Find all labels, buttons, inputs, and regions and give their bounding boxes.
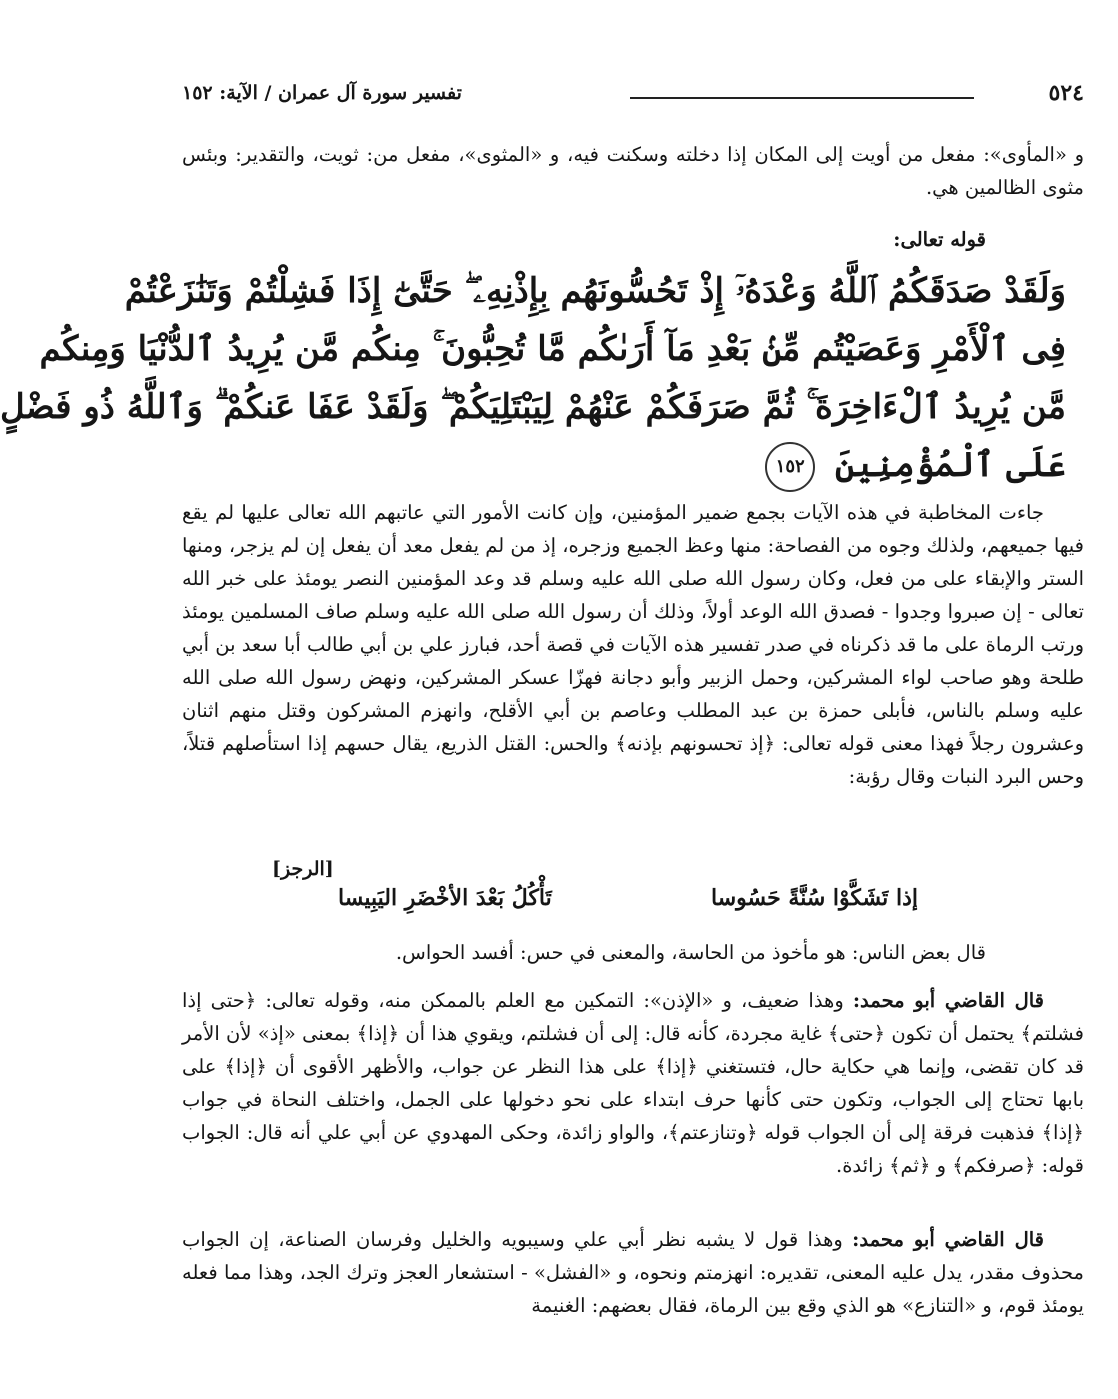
paragraph-text [182,984,1084,1182]
running-title: تفسير سورة آل عمران / الآية: ١٥٢ [182,82,462,104]
quran-verse-line: مَّن يُرِيدُ ٱلْءَاخِرَةَ ۚ ثُمَّ صَرَفَكُمْ عَنْهُمْ لِيَبْتَلِيَكُمْ ۖ وَلَقَدْ عَفَا عَنكُمْ ۗ وَٱللَّهُ ذُو فَضْلٍ [0,387,1066,427]
paragraph-text: و «المأوى»: مفعل من أويت إلى المكان إذا دخلته وسكنت فيه، و «المثوى»، مفعل من: ثويت، والتقدير: وبئس مثوى الظالمين هي. [182,143,1084,199]
paragraph-body: وهذا ضعيف، و «الإذن»: التمكين مع العلم بالممكن منه، وقوله تعالى: ﴿حتى إذا فشلتم﴾ يحتمل أن تكون ﴿حتى﴾ غاية مجردة، كأنه قال: إلى أن فشلتم، ويقوي هذا أن ﴿إذا﴾ بمعنى «إذ» لأن الأمر قد كان تقضى، وإنما هي حكاية حال، فتستغني ﴿إذا﴾ على هذا النظر عن جواب، والأظهر الأقوى أن ﴿إذا﴾ على بابها تحتاج إلى الجواب، وتكون حتى كأنها حرف ابتداء على نحو دخولها على الجمل، واختلف النحاة في جواب ﴿إذا﴾ فذهبت فرقة إلى أن الجواب قوله ﴿وتنازعتم﴾، والواو زائدة، وحكى المهدوي عن أبي علي أنه قال: الجواب قوله: ﴿صرفكم﴾ و ﴿ثم﴾ زائدة. [182,989,1084,1177]
paragraph-lead: قال القاضي أبو محمد: [852,989,1044,1012]
page-header [182,80,1084,114]
paragraph-hiss [206,936,986,969]
quran-verse-text: عَلَى ٱلْمُؤْمِنِينَ [835,445,1066,485]
verse-intro: قوله تعالى: [893,228,986,251]
paragraph-commentary-1 [182,496,1084,793]
paragraph-body: وهذا قول لا يشبه نظر أبي علي وسيبويه والخليل وفرسان الصناعة، إن الجواب محذوف مقدر، يدل عليه المعنى، تقديره: انهزمتم ونحوه، و «الفشل» - استشعار العجز وترك الجد، وهذا مما فعله يومئذ قوم، و «التنازع» هو الذي وقع بين الرماة، فقال بعضهم: الغنيمة [182,1228,1084,1317]
quran-verse-line: فِى ٱلْأَمْرِ وَعَصَيْتُم مِّنۢ بَعْدِ مَآ أَرَىٰكُم مَّا تُحِبُّونَ ۚ مِنكُم مَّن يُرِيدُ ٱلدُّنْيَا وَمِنكُم [39,329,1066,369]
poetry-meter-label: [الرجز] [272,858,334,880]
page-number: ٥٢٤ [1048,80,1084,106]
verse-number-medallion: ١٥٢ [765,442,815,492]
paragraph-lead: قال القاضي أبو محمد: [852,1228,1044,1251]
paragraph-qadi-2 [182,1223,1084,1322]
quran-verse-line: وَلَقَدْ صَدَقَكُمُ ٱللَّهُ وَعْدَهُۥٓ إِذْ تَحُسُّونَهُم بِإِذْنِهِۦ ۖ حَتَّىٰٓ إِذَا فَشِلْتُمْ وَتَنَٰزَعْتُمْ [124,271,1066,311]
paragraph-qadi-1 [182,984,1084,1182]
poetry-hemistich-second: تَأْكُلُ بَعْدَ الأخْضَرِ اليَبِيسا [338,885,552,911]
quran-verse-block [0,262,1066,494]
paragraph-text: جاءت المخاطبة في هذه الآيات بجمع ضمير المؤمنين، وإن كانت الأمور التي عاتبهم الله تعالى عليها لم يقع فيها جميعهم، ولذلك وجوه من الفصاحة: منها وعظ الجميع وزجره، إذ من لم يفعل معد أن يفعل إن لم يزجر، ومنها الستر والإبقاء على من فعل، وكان رسول الله صلى الله عليه وسلم قد وعد المؤمنين النصر يومئذ على خبر الله تعالى - إن صبروا وجدوا - فصدق الله الوعد أولاً، وذلك أن رسول الله صلى الله عليه وسلم صاف المسلمين يومئذ ورتب الرماة على ما قد ذكرناه في صدر تفسير هذه الآيات في قصة أحد، فبارز علي بن أبي طالب أبا سعد بن أبي طلحة وهو صاحب لواء المشركين، وحمل الزبير وأبو دجانة فهزّا عسكر المشركين، ونهض رسول الله صلى الله عليه وسلم بالناس، فأبلى حمزة بن عبد المطلب وعاصم بن أبي الأقلح، وانهزم المشركون وقتل منهم اثنان وعشرون رجلاً فهذا معنى قوله تعالى: ﴿إذ تحسونهم بإذنه﴾ والحس: القتل الذريع، يقال حسهم إذا استأصلهم قتلاً، وحس البرد النبات وقال رؤبة: [182,501,1084,788]
quran-verse-line-last [186,436,1066,494]
paragraph-text [182,1223,1084,1322]
poetry-verse [338,885,918,925]
poetry-hemistich-first: إذا تَشَكَّوْا سُنَّةً حَسُوسا [711,885,918,911]
paragraph-text: قال بعض الناس: هو مأخوذ من الحاسة، والمعنى في حس: أفسد الحواس. [395,941,986,964]
header-rule [630,97,974,99]
paragraph-mawa [182,138,1084,204]
